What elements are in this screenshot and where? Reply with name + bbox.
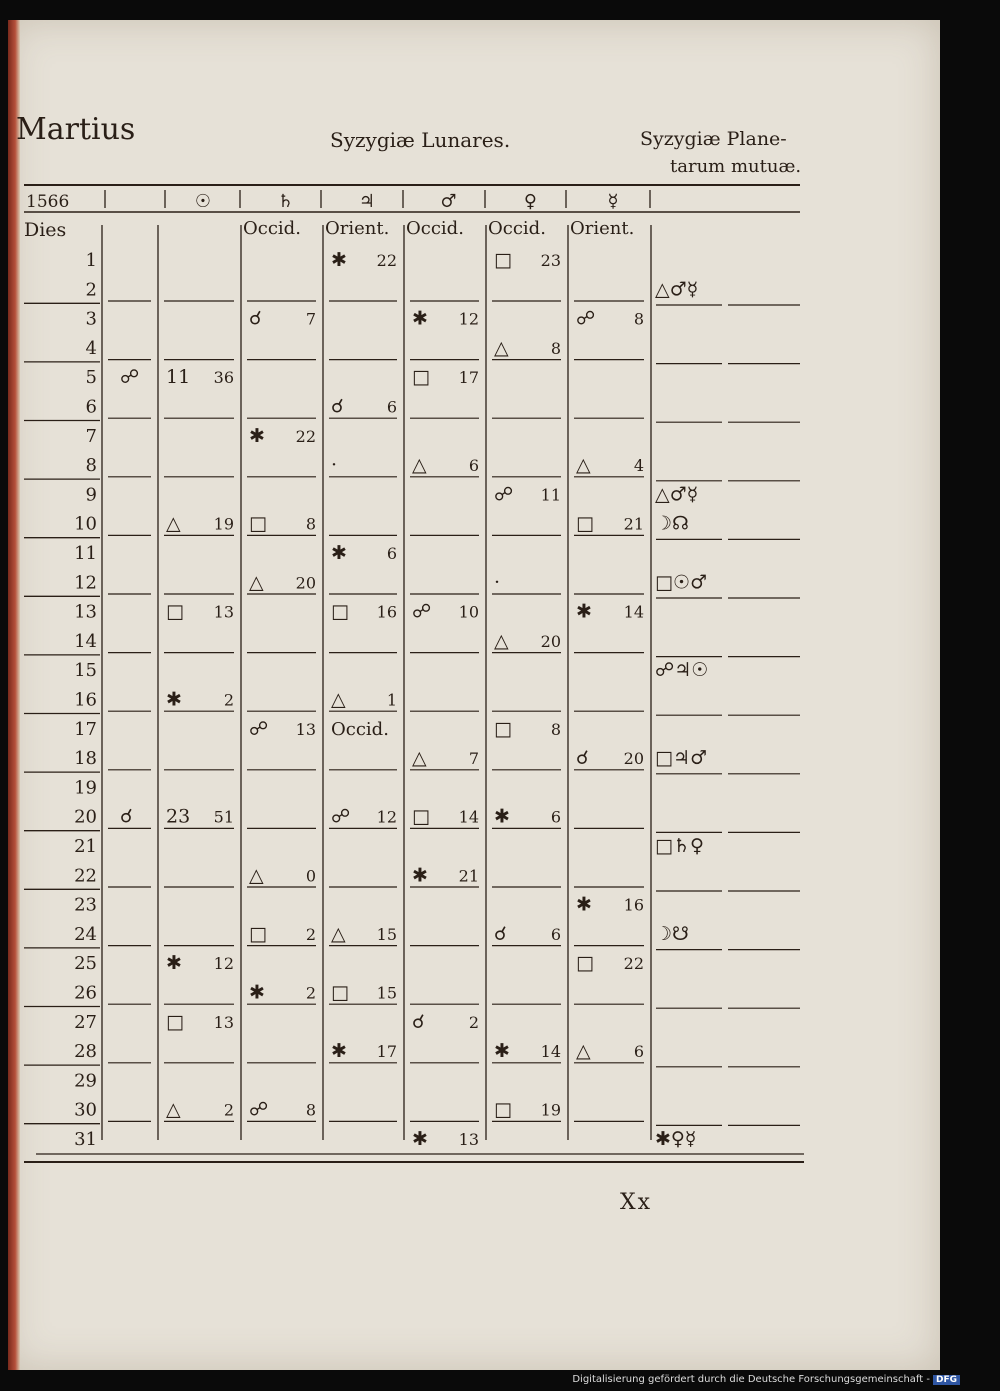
- aspect-symbol: 23: [166, 805, 191, 828]
- aspect-symbol: ☌: [412, 1010, 425, 1033]
- mutual-aspect-entry: □♃♂: [655, 747, 708, 770]
- aspect-symbol: △: [494, 336, 509, 359]
- aspect-value: 23: [540, 251, 561, 270]
- aspect-symbol: ☌: [494, 922, 507, 945]
- aspect-value: 20: [295, 573, 316, 593]
- aspect-symbol: ✱: [494, 805, 510, 828]
- aspect-symbol: ✱: [412, 307, 428, 330]
- signature-mark: Xx: [620, 1190, 653, 1215]
- aspect-value: 13: [295, 719, 316, 739]
- aspect-symbol: □: [249, 922, 267, 945]
- aspect-symbol: ☌: [331, 395, 344, 418]
- aspect-symbol: ☌: [576, 747, 589, 770]
- aspect-value: 12: [458, 309, 479, 329]
- aspect-symbol: ✱: [412, 864, 428, 887]
- aspect-symbol: △: [249, 864, 264, 887]
- aspect-value: 16: [376, 602, 397, 622]
- venus-symbol-icon: ♀: [523, 191, 538, 212]
- mars-subheading: Occid.: [406, 218, 464, 239]
- aspect-symbol: △: [331, 688, 346, 711]
- venus-subheading: Occid.: [488, 218, 546, 239]
- day-number: 10: [74, 513, 97, 535]
- aspect-symbol: 11: [166, 366, 191, 389]
- dfg-logo: DFG: [933, 1375, 960, 1385]
- aspect-symbol: □: [249, 512, 267, 535]
- aspect-value: 20: [540, 631, 561, 651]
- aspect-symbol: ☍: [249, 717, 269, 740]
- aspect-value: 12: [376, 807, 397, 827]
- day-number: 2: [85, 279, 97, 301]
- mutual-aspect-entry: □♄♀: [655, 835, 704, 857]
- aspect-symbol: △: [576, 454, 591, 477]
- aspect-value: 2: [305, 924, 316, 944]
- aspect-value: 6: [550, 807, 561, 827]
- aspect-symbol: △: [166, 1098, 181, 1121]
- aspect-value: 8: [550, 338, 561, 358]
- aspect-value: 19: [213, 514, 234, 534]
- aspect-value: 14: [623, 602, 644, 622]
- day-number: 21: [74, 836, 97, 857]
- aspect-symbol: □: [576, 952, 594, 975]
- saturn-subheading: Occid.: [243, 218, 301, 239]
- mercury-subheading: Orient.: [570, 218, 635, 239]
- aspect-value: 51: [213, 807, 234, 827]
- aspect-value: 19: [540, 1100, 561, 1120]
- day-number: 7: [85, 425, 97, 447]
- year-label: 1566: [26, 192, 70, 212]
- aspect-symbol: □: [331, 600, 349, 623]
- aspect-value: 36: [213, 368, 234, 388]
- aspect-value: 14: [458, 807, 479, 827]
- aspect-symbol: △: [494, 629, 509, 652]
- aspect-symbol: ✱: [331, 542, 347, 564]
- aspect-symbol: ✱: [249, 424, 265, 447]
- aspect-value: 17: [376, 1042, 397, 1062]
- aspect-symbol: ☍: [331, 805, 351, 828]
- aspect-symbol: □: [412, 366, 430, 389]
- mars-symbol-icon: ♂: [440, 191, 457, 212]
- aspect-value: 15: [376, 924, 397, 944]
- aspect-symbol: ✱: [576, 600, 592, 623]
- aspect-value: 1: [386, 690, 397, 710]
- day-number: 28: [74, 1041, 97, 1063]
- aspect-value: 21: [458, 866, 479, 886]
- sun-symbol-icon: ☉: [194, 191, 212, 212]
- mutual-aspect-entry: ☍♃☉: [655, 659, 709, 682]
- aspect-value: 16: [623, 895, 644, 915]
- aspect-symbol: Occid.: [331, 718, 389, 740]
- month-title: Martius: [16, 112, 136, 147]
- digitization-credit: [572, 1374, 960, 1385]
- aspect-symbol: ✱: [166, 688, 182, 711]
- aspect-value: 6: [550, 924, 561, 944]
- aspect-value: 13: [458, 1130, 479, 1149]
- aspect-symbol: ✱: [412, 1128, 428, 1150]
- aspect-value: 2: [468, 1012, 479, 1032]
- day-number: 26: [74, 982, 97, 1004]
- day-number: 8: [85, 455, 97, 477]
- aspect-value: 7: [305, 309, 316, 329]
- aspect-value: 11: [540, 485, 561, 505]
- day-number: 25: [74, 953, 97, 975]
- aspect-symbol: ✱: [331, 249, 347, 271]
- credit-text: Digitalisierung gefördert durch die Deutsche Forschungsgemeinschaft -: [572, 1374, 930, 1385]
- aspect-value: 17: [458, 368, 479, 388]
- mutual-aspect-entry: △♂☿: [655, 483, 699, 506]
- aspect-value: 6: [633, 1042, 644, 1062]
- day-number: 13: [74, 601, 97, 623]
- aspect-symbol: ✱: [166, 952, 182, 975]
- aspect-symbol: △: [166, 512, 181, 535]
- day-number: 1: [85, 250, 97, 271]
- jupiter-symbol-icon: ♃: [358, 191, 376, 212]
- aspect-symbol: □: [494, 717, 512, 740]
- day-number: 27: [74, 1011, 97, 1033]
- lunar-syzygies-heading: Syzygiæ Lunares.: [330, 128, 511, 152]
- aspect-symbol: △: [412, 747, 427, 770]
- planetary-syzygies-heading-line2: tarum mutuæ.: [670, 156, 802, 177]
- aspect-value: 6: [386, 544, 397, 563]
- aspect-value: 20: [623, 749, 644, 769]
- aspect-value: 21: [623, 514, 644, 534]
- saturn-symbol-icon: ♄: [277, 191, 294, 212]
- aspect-symbol: ✱: [576, 893, 592, 916]
- aspect-symbol: ☍: [412, 600, 432, 623]
- day-number: 4: [85, 337, 97, 359]
- aspect-value: 2: [223, 690, 234, 710]
- mutual-aspect-entry: △♂☿: [655, 278, 699, 301]
- aspect-symbol: ☍: [494, 483, 514, 506]
- lunar-syzygy-symbol: ☌: [120, 805, 133, 828]
- day-number: 17: [74, 718, 97, 740]
- dies-label: Dies: [24, 219, 67, 241]
- aspect-symbol: ·: [331, 454, 338, 477]
- aspect-value: 8: [305, 514, 316, 534]
- aspect-symbol: □: [166, 600, 184, 623]
- aspect-value: 8: [305, 1100, 316, 1120]
- day-number: 3: [85, 308, 97, 330]
- aspect-symbol: △: [249, 571, 264, 594]
- day-number: 6: [85, 396, 97, 418]
- day-number: 23: [74, 894, 97, 916]
- day-number: 5: [85, 367, 97, 389]
- aspect-value: 13: [213, 1012, 234, 1032]
- mercury-symbol-icon: ☿: [607, 191, 619, 212]
- day-number: 30: [74, 1099, 97, 1121]
- mutual-aspect-entry: ☽☋: [655, 922, 689, 945]
- aspect-symbol: □: [412, 805, 430, 828]
- aspect-value: 0: [305, 866, 316, 886]
- lunar-syzygy-symbol: ☍: [120, 366, 140, 389]
- day-number: 31: [74, 1129, 97, 1150]
- aspect-value: 12: [213, 954, 234, 974]
- aspect-symbol: ✱: [494, 1040, 510, 1063]
- aspect-value: 10: [458, 602, 479, 622]
- aspect-symbol: ·: [494, 571, 501, 594]
- day-number: 14: [74, 630, 97, 652]
- aspect-symbol: ✱: [249, 981, 265, 1004]
- mutual-aspect-entry: □☉♂: [655, 571, 708, 594]
- aspect-value: 8: [550, 719, 561, 739]
- jupiter-subheading: Orient.: [325, 218, 390, 239]
- day-number: 9: [85, 484, 97, 506]
- aspect-symbol: □: [166, 1010, 184, 1033]
- aspect-symbol: ☌: [249, 307, 262, 330]
- aspect-value: 22: [295, 426, 316, 446]
- aspect-value: 14: [540, 1042, 561, 1062]
- day-number: 22: [74, 865, 97, 887]
- aspect-value: 6: [386, 397, 397, 417]
- aspect-symbol: □: [331, 981, 349, 1004]
- aspect-symbol: △: [576, 1040, 591, 1063]
- aspect-symbol: ✱: [331, 1040, 347, 1063]
- aspect-value: 2: [223, 1100, 234, 1120]
- mutual-aspect-entry: ✱♀☿: [655, 1128, 697, 1150]
- planetary-syzygies-heading-line1: Syzygiæ Plane-: [640, 128, 787, 150]
- day-number: 20: [74, 806, 97, 828]
- mutual-aspect-entry: ☽☊: [655, 512, 689, 535]
- aspect-symbol: □: [494, 1098, 512, 1121]
- aspect-value: 13: [213, 602, 234, 622]
- aspect-value: 6: [468, 456, 479, 476]
- aspect-value: 15: [376, 983, 397, 1003]
- aspect-value: 4: [633, 456, 644, 476]
- day-number: 24: [74, 923, 97, 945]
- aspect-value: 22: [376, 251, 397, 270]
- day-number: 16: [74, 689, 97, 711]
- day-number: 11: [74, 543, 97, 564]
- aspect-value: 22: [623, 954, 644, 974]
- aspect-symbol: □: [576, 512, 594, 535]
- aspect-symbol: ☍: [576, 307, 596, 330]
- aspect-value: 8: [633, 309, 644, 329]
- day-number: 19: [74, 777, 97, 799]
- day-number: 15: [74, 660, 97, 682]
- aspect-symbol: △: [331, 922, 346, 945]
- aspect-symbol: ☍: [249, 1098, 269, 1121]
- aspect-symbol: □: [494, 249, 512, 271]
- day-number: 12: [74, 572, 97, 594]
- day-number: 29: [74, 1070, 97, 1092]
- day-number: 18: [74, 748, 97, 770]
- aspect-symbol: △: [412, 454, 427, 477]
- aspect-value: 7: [468, 749, 479, 769]
- aspect-value: 2: [305, 983, 316, 1003]
